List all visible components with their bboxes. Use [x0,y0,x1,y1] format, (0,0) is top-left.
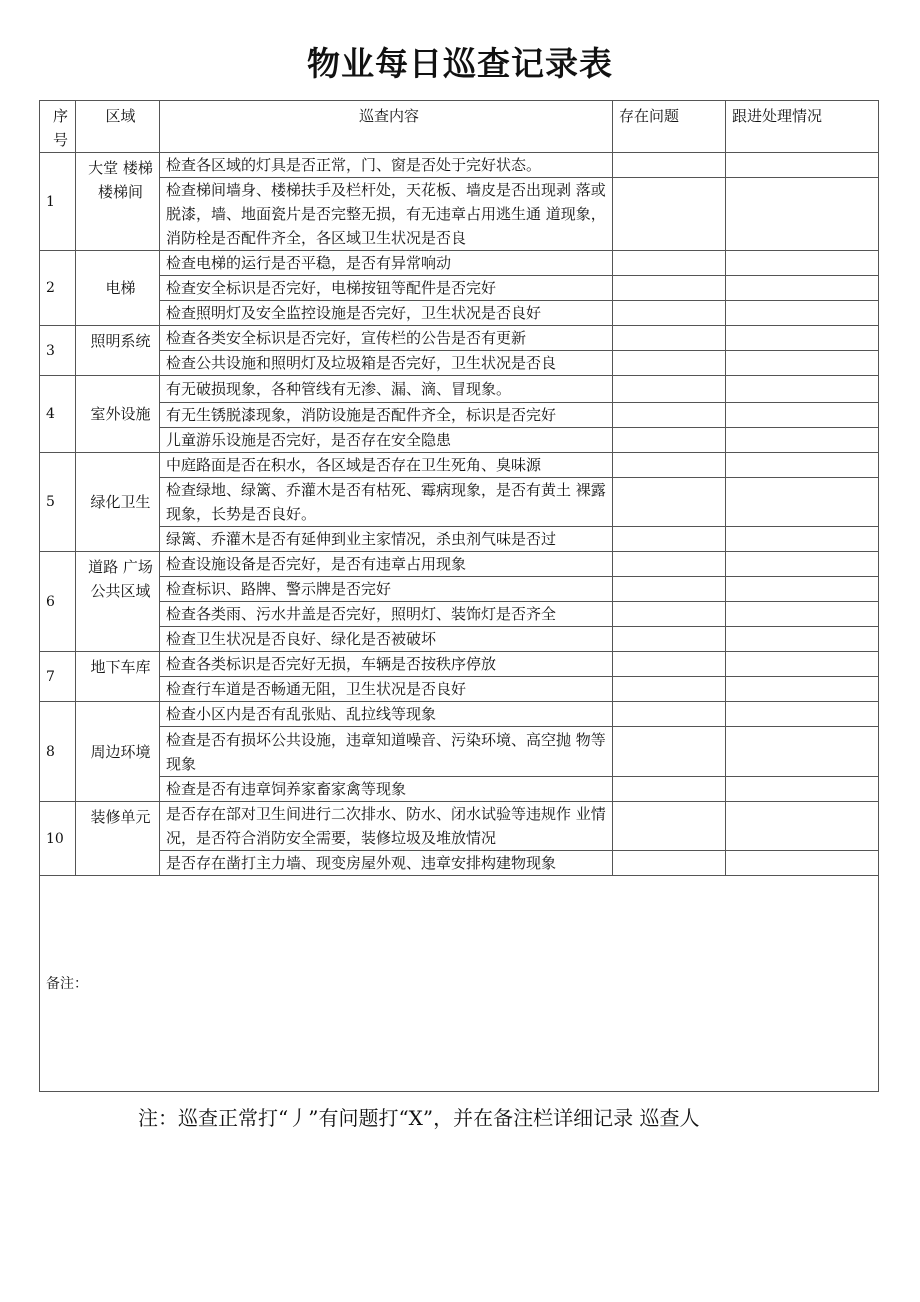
table-row [40,702,879,727]
area-cell [76,251,160,326]
issue-cell[interactable] [613,702,726,727]
follow-up-cell[interactable] [726,627,879,652]
follow-up-cell[interactable] [726,326,879,351]
inspection-table [39,100,879,1092]
follow-up-cell[interactable] [726,453,879,478]
table-row [40,851,879,876]
area-label: 大堂 楼梯 [88,159,153,177]
content-cell: 检查各类安全标识是否完好，宣传栏的公告是否有更新 [160,326,613,351]
follow-up-cell[interactable] [726,577,879,602]
follow-up-cell[interactable] [726,677,879,702]
header-area: 区域 [76,101,160,153]
seq-cell: 7 [40,652,76,702]
area-cell [76,326,160,376]
header-follow: 跟进处理情况 [726,101,879,153]
follow-up-cell[interactable] [726,478,879,527]
area-cell [76,552,160,652]
remarks-cell[interactable]: 备注： [40,876,879,1092]
content-cell: 检查各类雨、污水井盖是否完好，照明灯、装饰灯是否齐全 [160,602,613,627]
issue-cell[interactable] [613,178,726,251]
issue-cell[interactable] [613,602,726,627]
table-row [40,178,879,251]
follow-up-cell[interactable] [726,552,879,577]
table-row [40,376,879,403]
area-label: 公共区域 [90,582,151,600]
area-label: 室外设施 [90,405,151,423]
content-cell: 是否存在部对卫生间进行二次排水、防水、闭水试验等违规作 业情况，是否符合消防安全需要，装修垃圾及堆放情况 [160,802,613,851]
table-row [40,276,879,301]
area-label: 绿化卫生 [90,493,151,511]
issue-cell[interactable] [613,251,726,276]
content-cell: 儿童游乐设施是否完好，是否存在安全隐患 [160,428,613,453]
table-row [40,251,879,276]
follow-up-cell[interactable] [726,727,879,777]
issue-cell[interactable] [613,301,726,326]
follow-up-cell[interactable] [726,276,879,301]
issue-cell[interactable] [613,351,726,376]
content-cell: 检查电梯的运行是否平稳，是否有异常响动 [160,251,613,276]
table-row [40,453,879,478]
seq-cell: 10 [40,802,76,876]
seq-cell: 4 [40,376,76,453]
seq-cell: 1 [40,153,76,251]
page-title: 物业每日巡查记录表 [307,44,613,83]
follow-up-cell[interactable] [726,777,879,802]
table-row [40,301,879,326]
table-row [40,652,879,677]
follow-up-cell[interactable] [726,178,879,251]
issue-cell[interactable] [613,453,726,478]
content-cell: 检查绿地、绿篱、乔灌木是否有枯死、霉病现象，是否有黄土 裸露现象，长势是否良好。 [160,478,613,527]
seq-cell: 5 [40,453,76,552]
table-row [40,577,879,602]
table-row [40,802,879,851]
follow-up-cell[interactable] [726,301,879,326]
content-cell: 是否存在凿打主力墙、现变房屋外观、违章安排构建物现象 [160,851,613,876]
table-row [40,478,879,527]
area-cell [76,802,160,876]
header-content: 巡查内容 [160,101,613,153]
table-row [40,153,879,178]
content-cell: 绿篱、乔灌木是否有延伸到业主家情况，杀虫剂气味是否过 [160,527,613,552]
follow-up-cell[interactable] [726,602,879,627]
area-cell [76,153,160,251]
seq-cell: 2 [40,251,76,326]
content-cell: 检查设施设备是否完好，是否有违章占用现象 [160,552,613,577]
seq-cell: 8 [40,702,76,802]
follow-up-cell[interactable] [726,153,879,178]
issue-cell[interactable] [613,851,726,876]
follow-up-cell[interactable] [726,802,879,851]
content-cell: 有无破损现象，各种管线有无渗、漏、滴、冒现象。 [160,376,613,403]
content-cell: 检查各区域的灯具是否正常，门、窗是否处于完好状态。 [160,153,613,178]
table-row [40,727,879,777]
content-cell: 检查安全标识是否完好，电梯按钮等配件是否完好 [160,276,613,301]
content-cell: 检查是否有损坏公共设施，违章知道噪音、污染环境、高空抛 物等现象 [160,727,613,777]
area-label: 装修单元 [90,808,151,826]
table-row [40,627,879,652]
table-row [40,428,879,453]
table-row [40,677,879,702]
area-label: 地下车库 [90,658,151,676]
content-cell: 检查梯间墙身、楼梯扶手及栏杆处，天花板、墙皮是否出现剥 落或脱漆，墙、地面瓷片是否完整无损，有无违章占用逃生通 道现象，消防栓是否配件齐全，各区域卫生状况是否良 [160,178,613,251]
header-seq: 序 号 [40,101,76,153]
content-cell: 中庭路面是否在积水，各区域是否存在卫生死角、臭味源 [160,453,613,478]
follow-up-cell[interactable] [726,428,879,453]
issue-cell[interactable] [613,376,726,403]
follow-up-cell[interactable] [726,652,879,677]
issue-cell[interactable] [613,403,726,428]
area-label: 照明系统 [90,332,151,350]
seq-cell: 3 [40,326,76,376]
header-issue: 存在问题 [613,101,726,153]
header-row [40,101,879,153]
table-row [40,602,879,627]
area-label: 电梯 [105,279,136,297]
issue-cell[interactable] [613,153,726,178]
table-row [40,351,879,376]
follow-up-cell[interactable] [726,403,879,428]
issue-cell[interactable] [613,478,726,527]
follow-up-cell[interactable] [726,851,879,876]
table-row [40,326,879,351]
content-cell: 检查照明灯及安全监控设施是否完好，卫生状况是否良好 [160,301,613,326]
area-cell [76,376,160,453]
area-cell [76,652,160,702]
content-cell: 检查小区内是否有乱张贴、乱拉线等现象 [160,702,613,727]
issue-cell[interactable] [613,627,726,652]
area-label: 楼梯间 [97,183,143,201]
remarks-row [40,876,879,1092]
content-cell: 检查公共设施和照明灯及垃圾箱是否完好，卫生状况是否良 [160,351,613,376]
issue-cell[interactable] [613,552,726,577]
issue-cell[interactable] [613,428,726,453]
follow-up-cell[interactable] [726,351,879,376]
content-cell: 有无生锈脱漆现象，消防设施是否配件齐全，标识是否完好 [160,403,613,428]
area-cell [76,453,160,552]
table-row [40,777,879,802]
follow-up-cell[interactable] [726,527,879,552]
area-cell [76,702,160,802]
issue-cell[interactable] [613,276,726,301]
area-label: 周边环境 [90,742,151,761]
table-row [40,552,879,577]
issue-cell[interactable] [613,802,726,851]
issue-cell[interactable] [613,777,726,802]
issue-cell[interactable] [613,652,726,677]
issue-cell[interactable] [613,577,726,602]
content-cell: 检查是否有违章饲养家畜家禽等现象 [160,777,613,802]
issue-cell[interactable] [613,326,726,351]
content-cell: 检查各类标识是否完好无损，车辆是否按秩序停放 [160,652,613,677]
table-row [40,403,879,428]
issue-cell[interactable] [613,527,726,552]
area-label: 道路 广场 [88,558,153,576]
issue-cell[interactable] [613,727,726,777]
content-cell: 检查标识、路牌、警示牌是否完好 [160,577,613,602]
footer-note: 注：巡查正常打“丿”有问题打“X”，并在备注栏详细记录 巡查人 [138,1106,700,1130]
seq-cell: 6 [40,552,76,652]
follow-up-cell[interactable] [726,251,879,276]
content-cell: 检查卫生状况是否良好、绿化是否被破坏 [160,627,613,652]
follow-up-cell[interactable] [726,702,879,727]
content-cell: 检查行车道是否畅通无阻，卫生状况是否良好 [160,677,613,702]
follow-up-cell[interactable] [726,376,879,403]
issue-cell[interactable] [613,677,726,702]
table-row [40,527,879,552]
